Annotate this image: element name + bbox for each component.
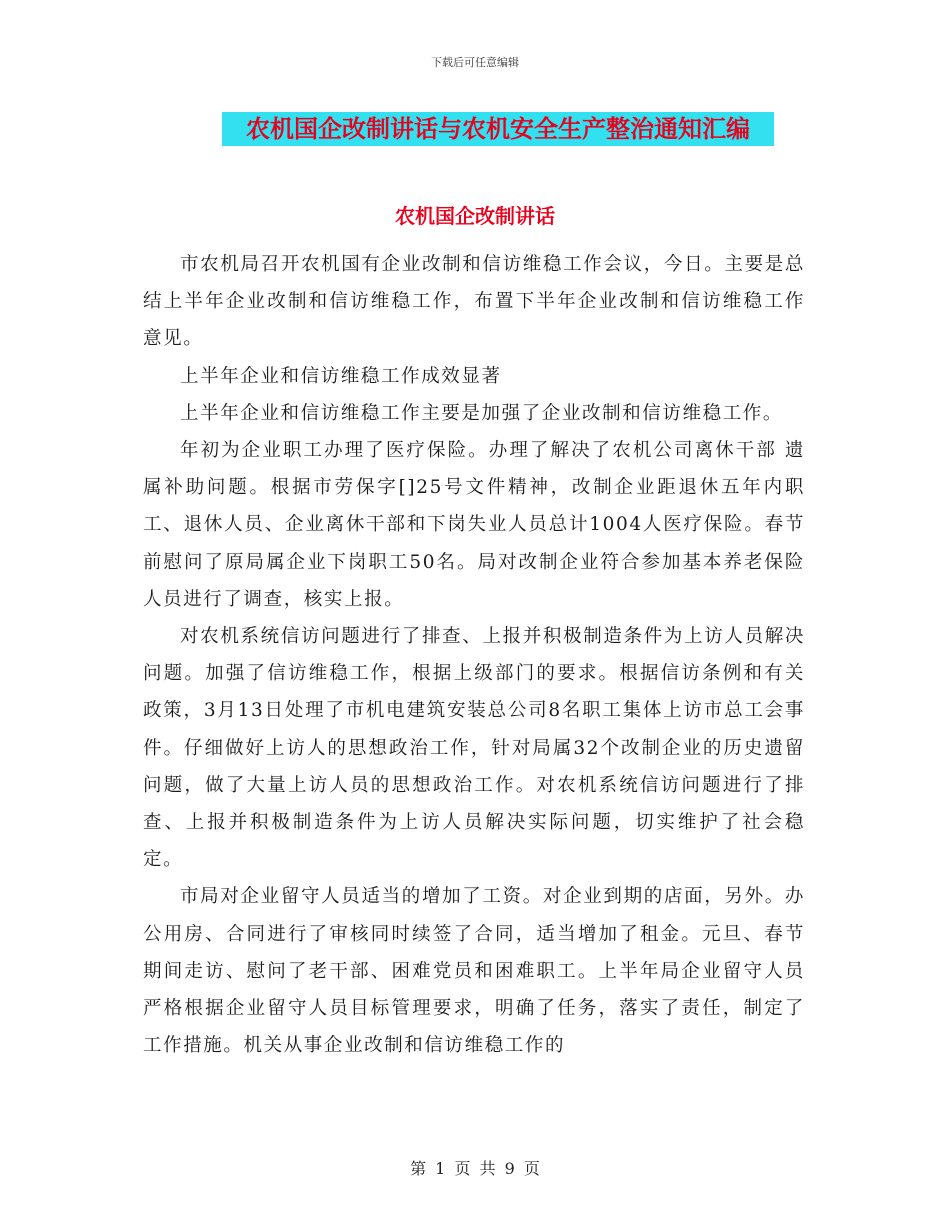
paragraph: 市局对企业留守人员适当的增加了工资。对企业到期的店面，另外。办公用房、合同进行了审核同时续签了合同，适当增加了租金。元旦、春节期间走访、慰问了老干部、困难党员和困难职工。上半年局企业留守人员严格根据企业留守人员目标管理要求，明确了任务，落实了责任，制定了工作措施。机关从事企业改制和信访维稳工作的 xyxy=(143,886,805,1057)
header-note: 下载后可任意编辑 xyxy=(431,56,519,69)
document-title: 农机国企改制讲话与农机安全生产整治通知汇编 xyxy=(222,112,774,146)
paragraph: 对农机系统信访问题进行了排查、上报并积极制造条件为上访人员解决问题。加强了信访维稳工作，根据上级部门的要求。根据信访条例和有关政策，3月13日处理了市机电建筑安装总公司8名职工集体上访市总工会事件。仔细做好上访人的思想政治工作，针对局属32个改制企业的历史遗留问题，做了大量上访人员的思想政治工作。对农机系统信访问题进行了排查、上报并积极制造条件为上访人员解决实际问题，切实维护了社会稳定。 xyxy=(143,626,805,871)
paragraph-heading: 上半年企业和信访维稳工作成效显著 xyxy=(180,365,502,387)
paragraph: 市农机局召开农机国有企业改制和信访维稳工作会议，今日。主要是总结上半年企业改制和信访维稳工作，布置下半年企业改制和信访维稳工作意见。 xyxy=(143,254,805,350)
paragraph: 上半年企业和信访维稳工作主要是加强了企业改制和信访维稳工作。 xyxy=(180,402,784,424)
paragraph: 年初为企业职工办理了医疗保险。办理了解决了农机公司离休干部 遗属补助问题。根据市劳保字[]25号文件精神，改制企业距退休五年内职工、退休人员、企业离休干部和下岗失业人员总计1004人医疗保险。春节前慰问了原局属企业下岗职工50名。局对改制企业符合参加基本养老保险人员进行了调查，核实上报。 xyxy=(143,440,805,610)
section-title: 农机国企改制讲话 xyxy=(395,204,555,228)
page-number-footer: 第 1 页 共 9 页 xyxy=(410,1159,540,1178)
document-body xyxy=(143,246,805,1064)
